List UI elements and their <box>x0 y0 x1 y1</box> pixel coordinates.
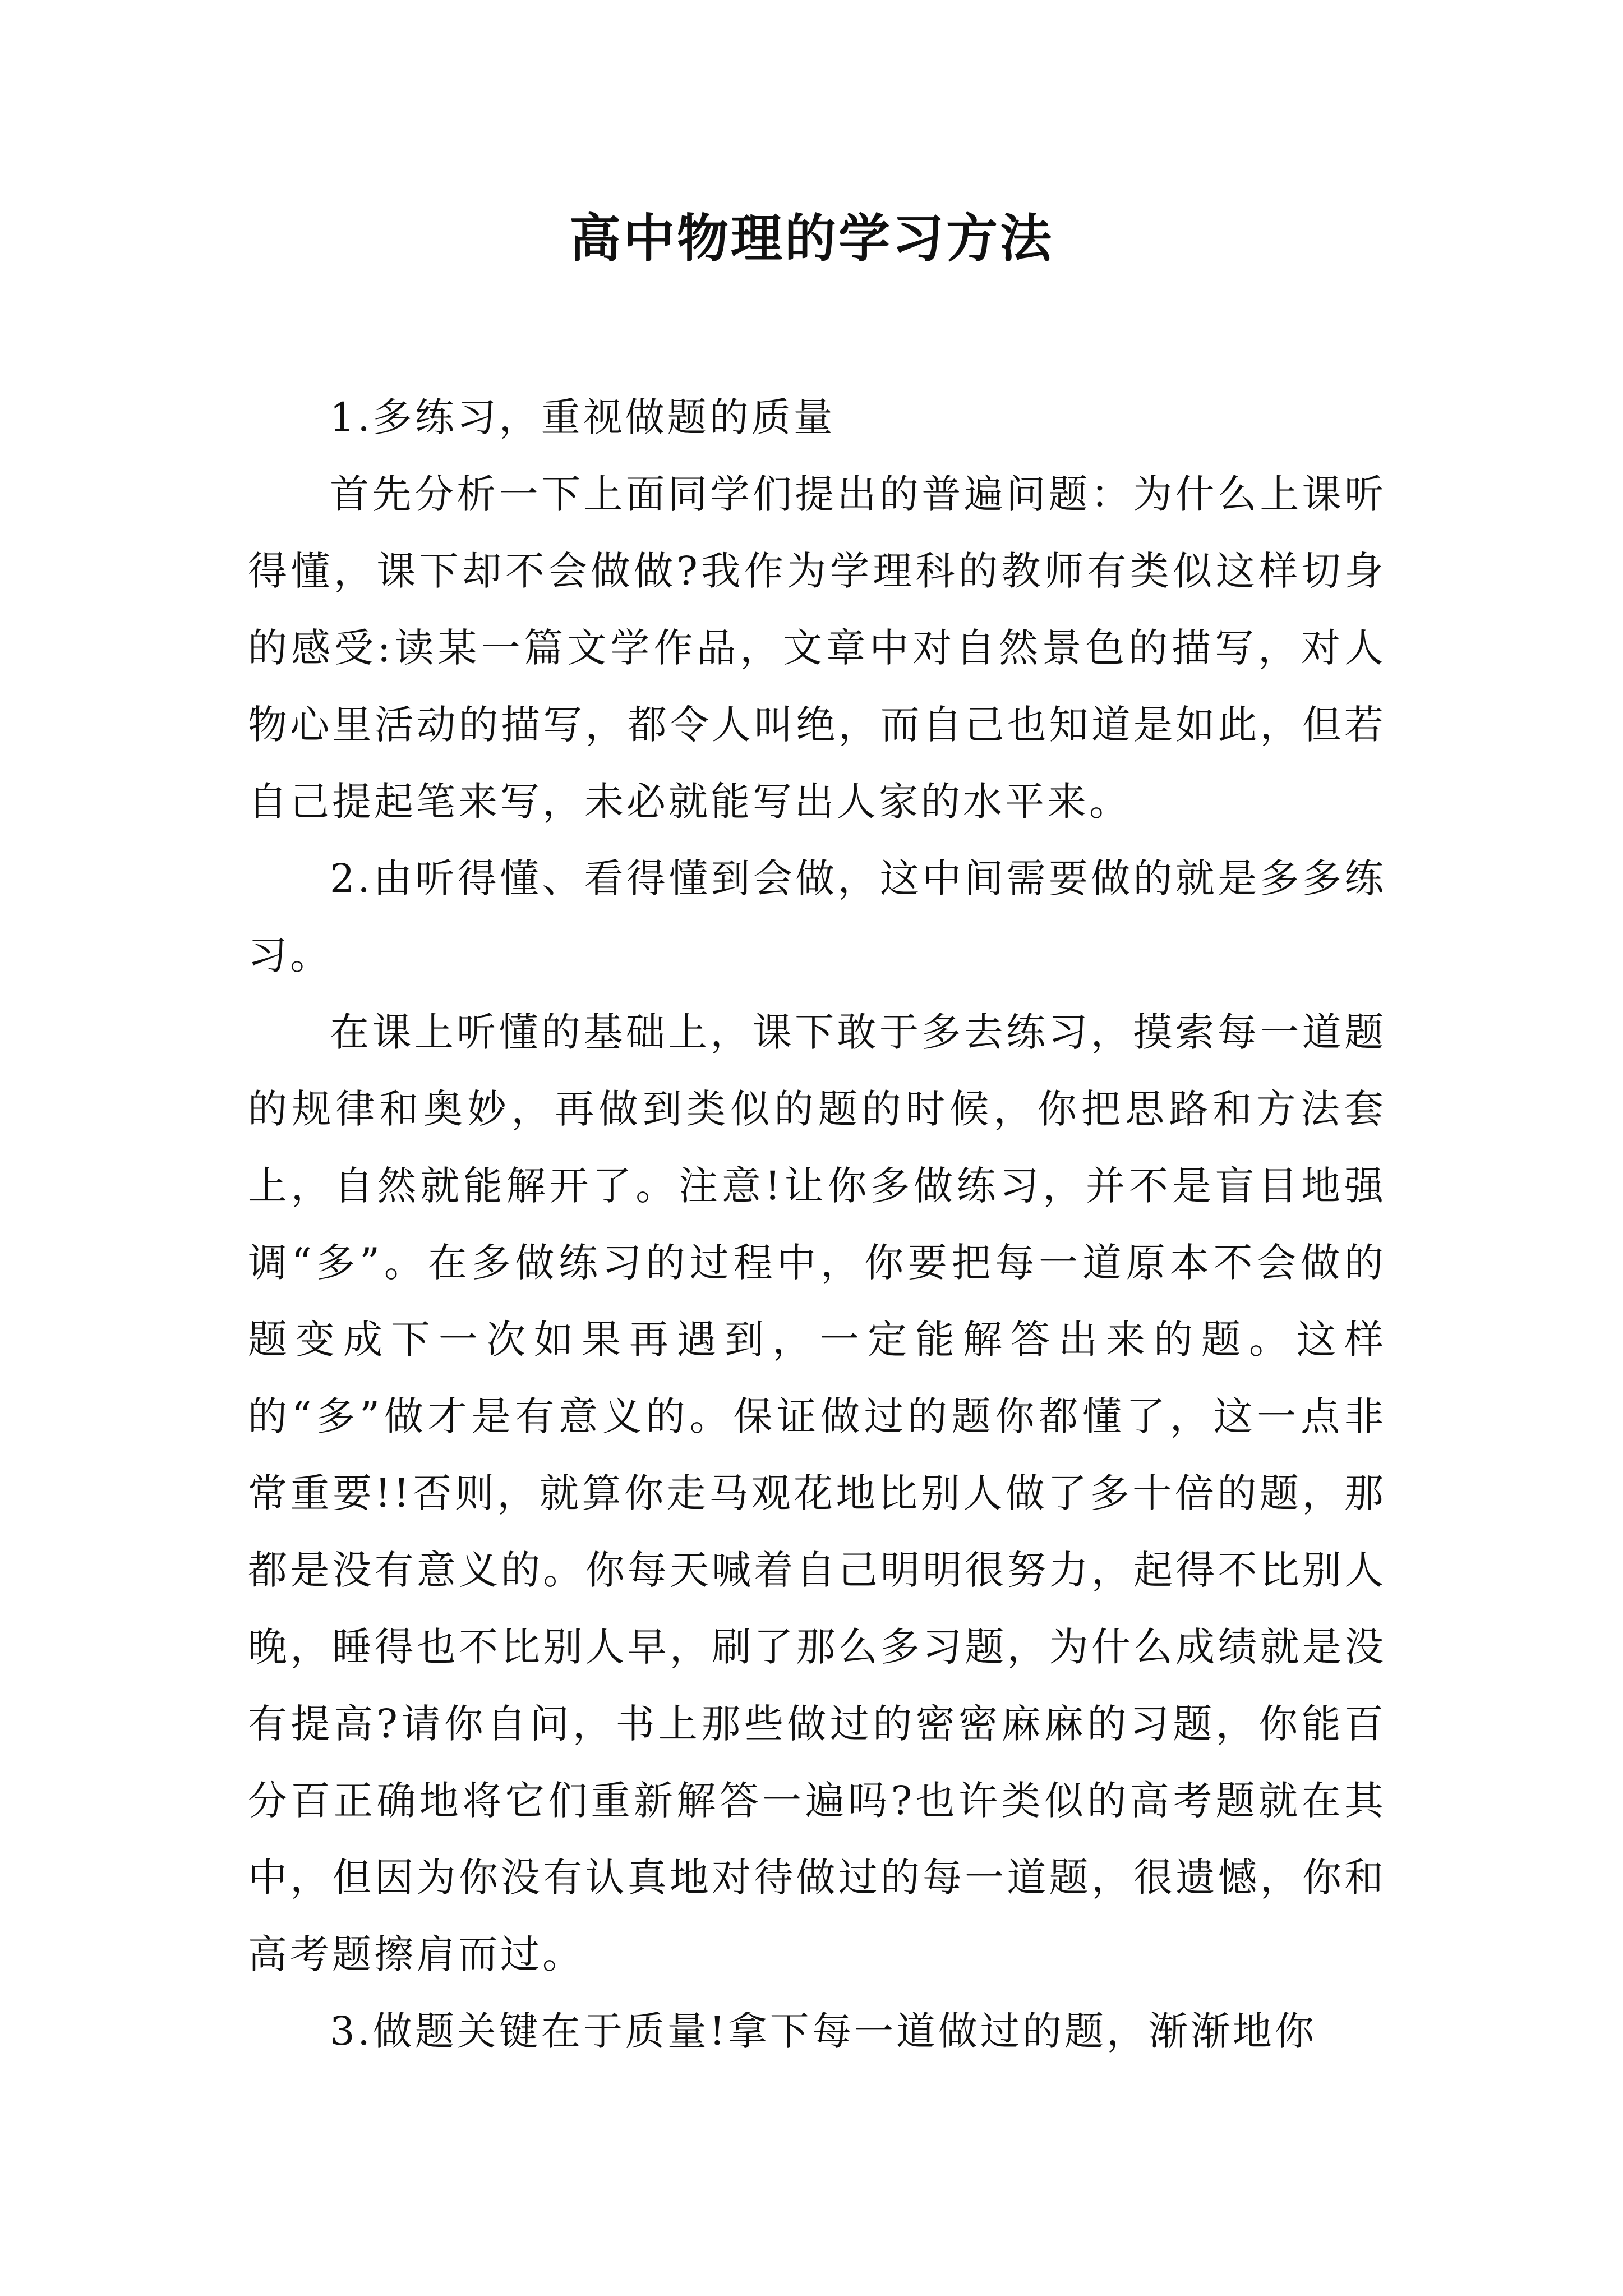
paragraph-heading-3: 3.做题关键在于质量!拿下每一道做过的题，渐渐地你 <box>330 2008 1317 2054</box>
page-title: 高中物理的学习方法 <box>569 208 1054 269</box>
document-body <box>248 379 1386 2070</box>
paragraph-heading-2: 2.由听得懂、看得懂到会做，这中间需要做的就是多多练习。 <box>248 855 1386 978</box>
paragraph-heading-1: 1.多练习，重视做题的质量 <box>330 394 836 440</box>
paragraph: 首先分析一下上面同学们提出的普遍问题：为什么上课听得懂，课下却不会做做?我作为学理科的教师有类似这样切身的感受:读某一篇文学作品，文章中对自然景色的描写，对人物心里活动的描写，都令人叫绝，而自己也知道是如此，但若自己提起笔来写，未必就能写出人家的水平来。 <box>248 471 1386 825</box>
paragraph: 在课上听懂的基础上，课下敢于多去练习，摸索每一道题的规律和奥妙，再做到类似的题的时候，你把思路和方法套上，自然就能解开了。注意!让你多做练习，并不是盲目地强调“多”。在多做练习的过程中，你要把每一道原本不会做的题变成下一次如果再遇到，一定能解答出来的题。这样的“多”做才是有意义的。保证做过的题你都懂了，这一点非常重要!!否则，就算你走马观花地比别人做了多十倍的题，那都是没有意义的。你每天喊着自己明明很努力，起得不比别人晚，睡得也不比别人早，刷了那么多习题，为什么成绩就是没有提高?请你自问，书上那些做过的密密麻麻的习题，你能百分百正确地将它们重新解答一遍吗?也许类似的高考题就在其中，但因为你没有认真地对待做过的每一道题，很遗憾，你和高考题擦肩而过。 <box>248 1009 1386 1977</box>
